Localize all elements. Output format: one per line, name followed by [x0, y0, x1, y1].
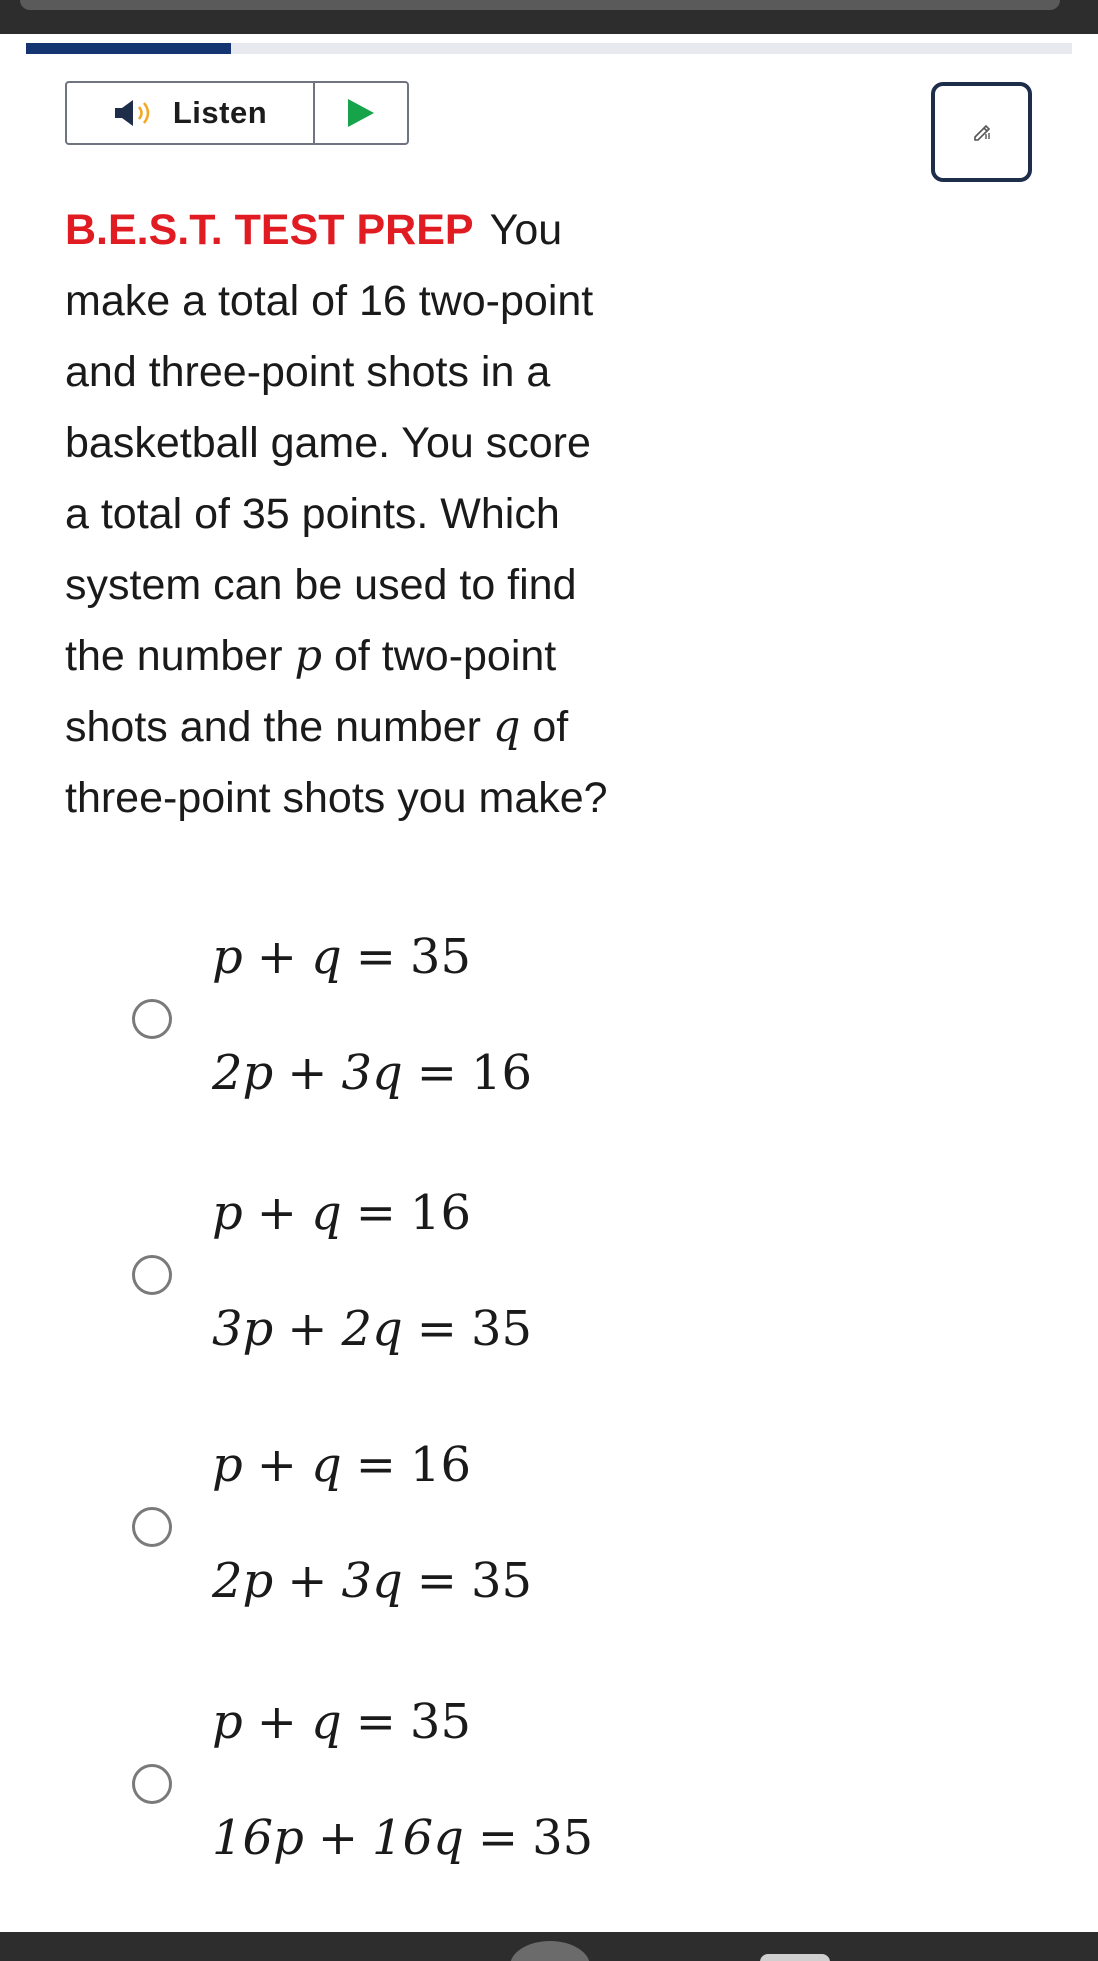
- top-bar-pill: [20, 0, 1060, 10]
- bottom-bar-tab: [510, 1941, 590, 1961]
- variable-q: q: [492, 702, 521, 752]
- question-line: [65, 621, 765, 692]
- listen-widget: [65, 81, 409, 145]
- top-bar: [0, 0, 1098, 34]
- radio-button[interactable]: [132, 1507, 172, 1547]
- radio-button[interactable]: [132, 1764, 172, 1804]
- scratchpad-button[interactable]: [931, 82, 1032, 182]
- listen-button[interactable]: [67, 83, 315, 143]
- test-prep-label: B.E.S.T. TEST PREP: [65, 206, 474, 254]
- equation-1: p + q = 16: [212, 1185, 471, 1241]
- listen-label: Listen: [172, 95, 268, 130]
- radio-button[interactable]: [132, 999, 172, 1039]
- answer-choice-b[interactable]: [0, 1171, 1098, 1357]
- answer-choice-d[interactable]: [0, 1680, 1098, 1866]
- question-line: a total of 35 points. Which: [65, 490, 560, 538]
- question-line: system can be used to find: [65, 561, 577, 609]
- play-icon: [348, 99, 374, 127]
- question-line: and three-point shots in a: [65, 348, 551, 396]
- bottom-bar-handle: [760, 1954, 830, 1961]
- equation-2: 3p + 2q = 35: [212, 1301, 533, 1357]
- equation-1: p + q = 35: [212, 1694, 471, 1750]
- question-line: [65, 692, 765, 763]
- question-fragment: the number: [65, 632, 283, 680]
- radio-button[interactable]: [132, 1255, 172, 1295]
- question-text: [65, 195, 765, 834]
- question-fragment: shots and the number: [65, 703, 481, 751]
- equation-2: 2p + 3q = 35: [212, 1553, 533, 1609]
- equation-2: 2p + 3q = 16: [212, 1045, 533, 1101]
- speaker-icon: [113, 97, 159, 129]
- question-line: basketball game. You score: [65, 419, 591, 467]
- question-fragment: of: [532, 703, 569, 751]
- equation-1: p + q = 35: [212, 929, 471, 985]
- progress-bar: [26, 43, 1072, 54]
- bottom-bar: [0, 1932, 1098, 1961]
- question-fragment: You: [489, 206, 563, 254]
- play-button[interactable]: [315, 83, 407, 143]
- question-line: [65, 195, 765, 266]
- pencil-icon: [972, 122, 992, 142]
- question-line: three-point shots you make?: [65, 774, 608, 822]
- question-line: make a total of 16 two-point: [65, 277, 594, 325]
- progress-fill: [26, 43, 231, 54]
- equation-1: p + q = 16: [212, 1437, 471, 1493]
- answer-choice-c[interactable]: [0, 1423, 1098, 1609]
- equation-2: 16p + 16q = 35: [212, 1810, 594, 1866]
- variable-p: p: [294, 631, 323, 681]
- question-fragment: of two-point: [333, 632, 557, 680]
- answer-choice-a[interactable]: [0, 915, 1098, 1101]
